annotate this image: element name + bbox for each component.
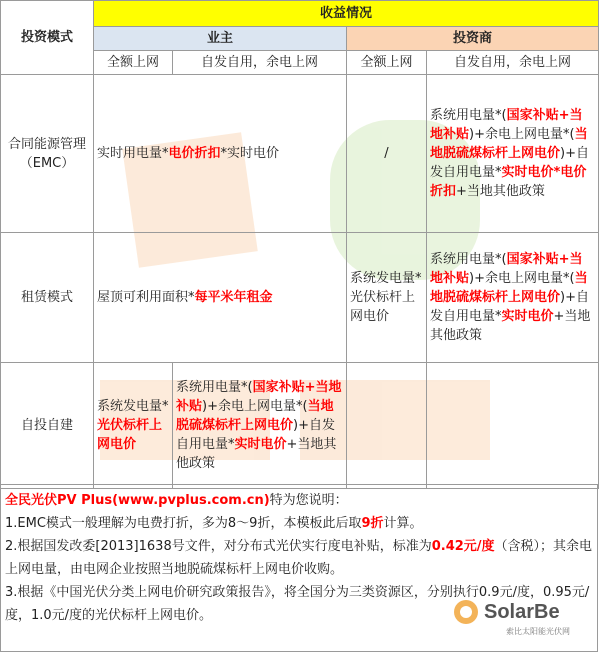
formula-highlight: 每平米年租金 bbox=[194, 290, 273, 305]
formula-highlight: 实时电价 bbox=[234, 437, 287, 452]
formula-highlight: 光伏标杆上网电价 bbox=[97, 418, 163, 452]
note-text: 1.EMC模式一般理解为电费打折，多为8～9折，本模板此后取 bbox=[5, 516, 362, 531]
note-highlight: 9折 bbox=[361, 516, 384, 531]
formula-text: 实时用电量* bbox=[97, 146, 169, 161]
formula-text: )+自发自用电量* bbox=[430, 146, 589, 180]
self-owner-full-grid bbox=[94, 363, 173, 489]
lease-owner-formula bbox=[94, 233, 347, 363]
logo-subtext: 索比太阳能光伏网 bbox=[506, 627, 570, 636]
table-row bbox=[1, 363, 599, 489]
formula-text: 屋顶可利用面积* bbox=[97, 290, 195, 305]
table-row bbox=[1, 75, 599, 233]
formula-text: +当地其他政策 bbox=[456, 184, 545, 199]
note-highlight: 0.42元/度 bbox=[431, 539, 495, 554]
formula-text: )+自发自用电量* bbox=[430, 290, 589, 324]
formula-highlight: 实时电价*电价折扣 bbox=[430, 165, 587, 199]
self-investor-full-grid bbox=[347, 363, 427, 489]
formula-text: 系统用电量*( bbox=[176, 380, 253, 395]
formula-highlight: 实时电价 bbox=[501, 309, 554, 324]
formula-highlight: 国家补贴+当地补贴 bbox=[176, 380, 342, 414]
table-row bbox=[1, 233, 599, 363]
formula-highlight: 当地脱硫煤标杆上网电价 bbox=[430, 271, 588, 305]
mode-lease: 租赁模式 bbox=[1, 233, 94, 363]
owner-full-grid-header: 全额上网 bbox=[94, 51, 173, 75]
note-3: 3.根据《中国光伏分类上网电价研究政策报告》，将全国分为三类资源区，分别执行0.9元/度，0.95元/度，1.0元/度的光伏标杆上网电价。 bbox=[5, 585, 590, 623]
owner-self-use-header: 自发自用，余电上网 bbox=[173, 51, 347, 75]
invest-mode-header: 投资模式 bbox=[1, 1, 94, 75]
formula-highlight: 国家补贴+当地补贴 bbox=[430, 252, 583, 286]
formula-text: 系统用电量*( bbox=[430, 252, 507, 267]
formula-text: )+余电上网电量*( bbox=[469, 127, 575, 142]
note-text: 计算。 bbox=[383, 516, 423, 531]
brand-text: 全民光伏PV Plus(www.pvplus.com.cn) bbox=[5, 493, 270, 508]
formula-highlight: 电价折扣 bbox=[168, 146, 221, 161]
mode-emc: 合同能源管理（EMC） bbox=[1, 75, 94, 233]
formula-highlight: 当地脱硫煤标杆上网电价 bbox=[176, 399, 334, 433]
note-text: （含税）；其余电上网电量，由电网企业按照当地脱硫煤标杆上网电价收购。 bbox=[5, 539, 593, 577]
formula-text: 光伏标杆上网电价 bbox=[350, 290, 416, 324]
formula-text: )+余电上网电量*( bbox=[469, 271, 575, 286]
owner-header: 业主 bbox=[94, 27, 347, 51]
formula-text: )+余电上网电量*( bbox=[202, 399, 308, 414]
emc-investor-self-use bbox=[427, 75, 599, 233]
solarbe-logo bbox=[452, 592, 598, 642]
logo-text: SolarBe bbox=[484, 601, 560, 623]
mode-self-invest: 自投自建 bbox=[1, 363, 94, 489]
investor-full-grid-header: 全额上网 bbox=[347, 51, 427, 75]
formula-text: )+自发自用电量* bbox=[176, 418, 335, 452]
self-owner-self-use bbox=[173, 363, 347, 489]
formula-text: 系统发电量* bbox=[97, 399, 169, 414]
note-2 bbox=[5, 535, 593, 581]
lease-investor-full-grid bbox=[347, 233, 427, 363]
formula-text: +当地其他政策 bbox=[176, 437, 337, 471]
formula-text: 系统用电量*( bbox=[430, 108, 507, 123]
notes-intro-text: 特为您说明： bbox=[269, 493, 348, 508]
self-investor-self-use bbox=[427, 363, 599, 489]
formula-highlight: 国家补贴+当地补贴 bbox=[430, 108, 583, 142]
notes-intro bbox=[5, 489, 593, 512]
formula-text: *实时电价 bbox=[220, 146, 280, 161]
emc-investor-full-grid: / bbox=[347, 75, 427, 233]
formula-highlight: 当地脱硫煤标杆上网电价 bbox=[430, 127, 588, 161]
lease-investor-self-use bbox=[427, 233, 599, 363]
logo-icon bbox=[452, 592, 598, 642]
formula-text: 系统发电量* bbox=[350, 271, 422, 286]
emc-owner-formula bbox=[94, 75, 347, 233]
formula-text: +当地其他政策 bbox=[430, 309, 591, 343]
investor-header: 投资商 bbox=[347, 27, 599, 51]
note-1 bbox=[5, 512, 593, 535]
investor-self-use-header: 自发自用，余电上网 bbox=[427, 51, 599, 75]
note-text: 2.根据国发改委[2013]1638号文件，对分布式光伏实行度电补贴，标准为 bbox=[5, 539, 432, 554]
revenue-header: 收益情况 bbox=[94, 1, 599, 27]
